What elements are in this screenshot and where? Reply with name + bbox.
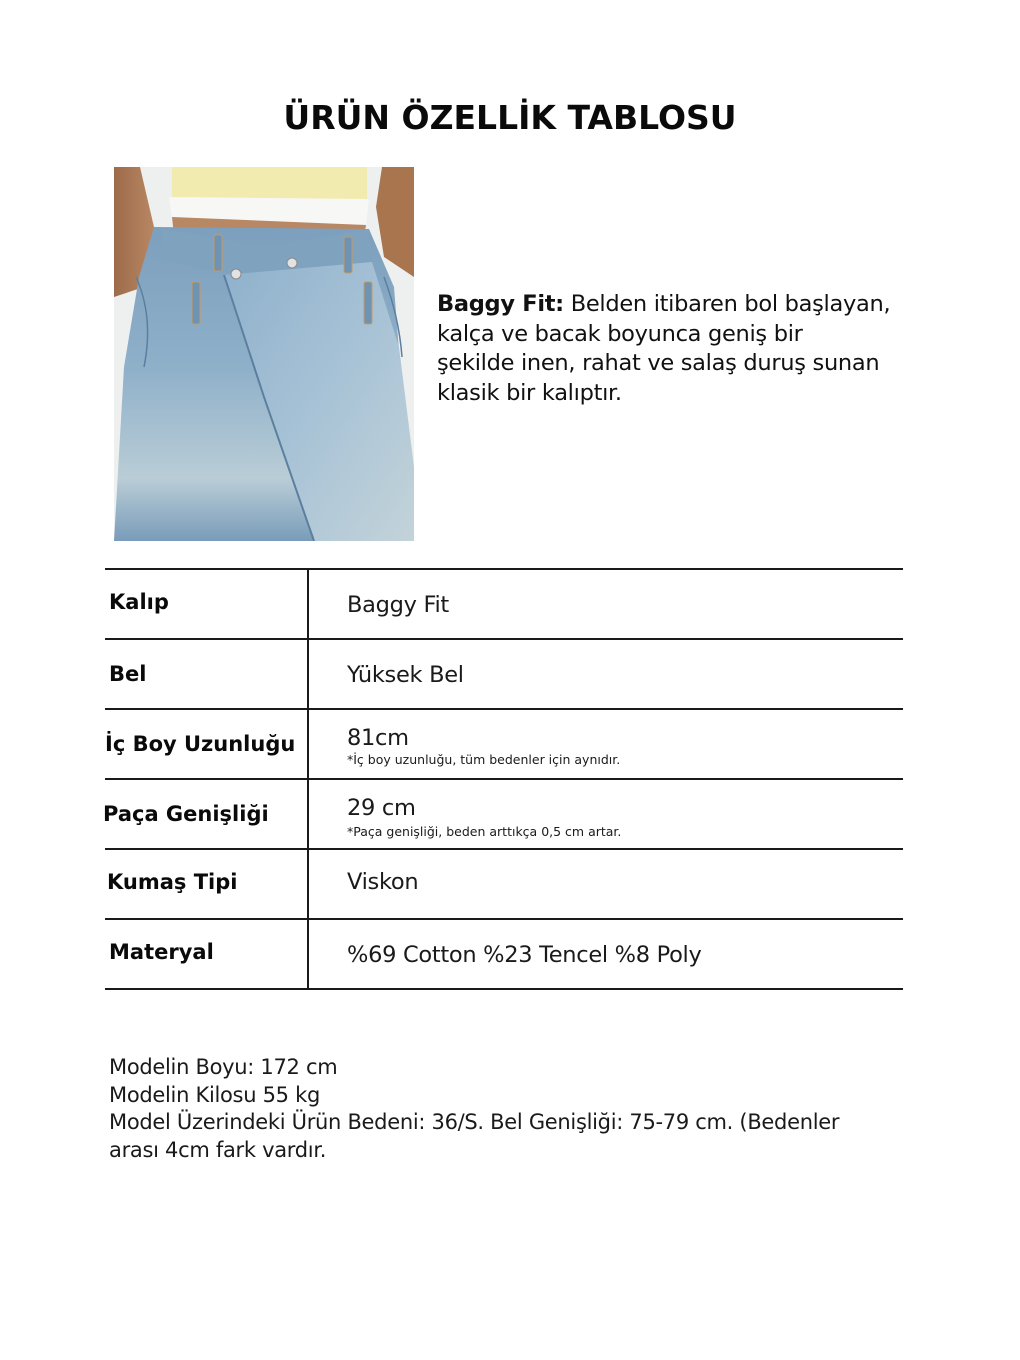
table-row <box>105 848 903 918</box>
spec-table <box>105 568 903 990</box>
table-row <box>105 708 903 778</box>
table-row <box>105 918 903 990</box>
row-value: Viskon <box>347 869 419 895</box>
row-label: Kalıp <box>109 590 169 614</box>
column-divider <box>307 920 309 988</box>
model-info <box>109 1054 909 1164</box>
column-divider <box>307 570 309 638</box>
description-line: kalça ve bacak boyunca geniş bir <box>437 320 803 347</box>
description-bold-label: Baggy Fit: <box>437 291 564 317</box>
page-title: ÜRÜN ÖZELLİK TABLOSU <box>283 98 737 137</box>
model-info-line: Modelin Boyu: 172 cm <box>109 1055 338 1079</box>
row-note: *Paça genişliği, beden arttıkça 0,5 cm artar. <box>347 824 622 839</box>
model-info-line: Model Üzerindeki Ürün Bedeni: 36/S. Bel Genişliği: 75-79 cm. (Bedenler <box>109 1110 840 1134</box>
row-label: Kumaş Tipi <box>107 870 238 894</box>
row-note: *İç boy uzunluğu, tüm bedenler için aynıdır. <box>347 752 621 767</box>
description-line: Belden itibaren bol başlayan, <box>563 291 891 317</box>
row-label: Materyal <box>109 940 214 964</box>
column-divider <box>307 710 309 778</box>
column-divider <box>307 640 309 708</box>
column-divider <box>307 780 309 848</box>
description-line: şekilde inen, rahat ve salaş duruş sunan <box>437 350 880 376</box>
jeans-image <box>114 167 414 541</box>
model-info-line: Modelin Kilosu 55 kg <box>109 1082 320 1107</box>
table-row <box>105 778 903 848</box>
table-row <box>105 568 903 638</box>
fit-description <box>437 290 927 408</box>
description-line: klasik bir kalıptır. <box>437 379 622 406</box>
product-photo <box>114 167 414 541</box>
model-info-line: arası 4cm fark vardır. <box>109 1137 327 1162</box>
column-divider <box>307 850 309 918</box>
row-value: 29 cm <box>347 795 416 821</box>
row-value: Yüksek Bel <box>347 662 464 688</box>
row-label: Paça Genişliği <box>103 802 269 826</box>
table-row <box>105 638 903 708</box>
row-value: Baggy Fit <box>347 592 449 618</box>
row-label: İç Boy Uzunluğu <box>105 732 296 756</box>
row-value: 81cm <box>347 725 409 751</box>
row-value: %69 Cotton %23 Tencel %8 Poly <box>347 942 702 968</box>
row-label: Bel <box>109 662 147 686</box>
